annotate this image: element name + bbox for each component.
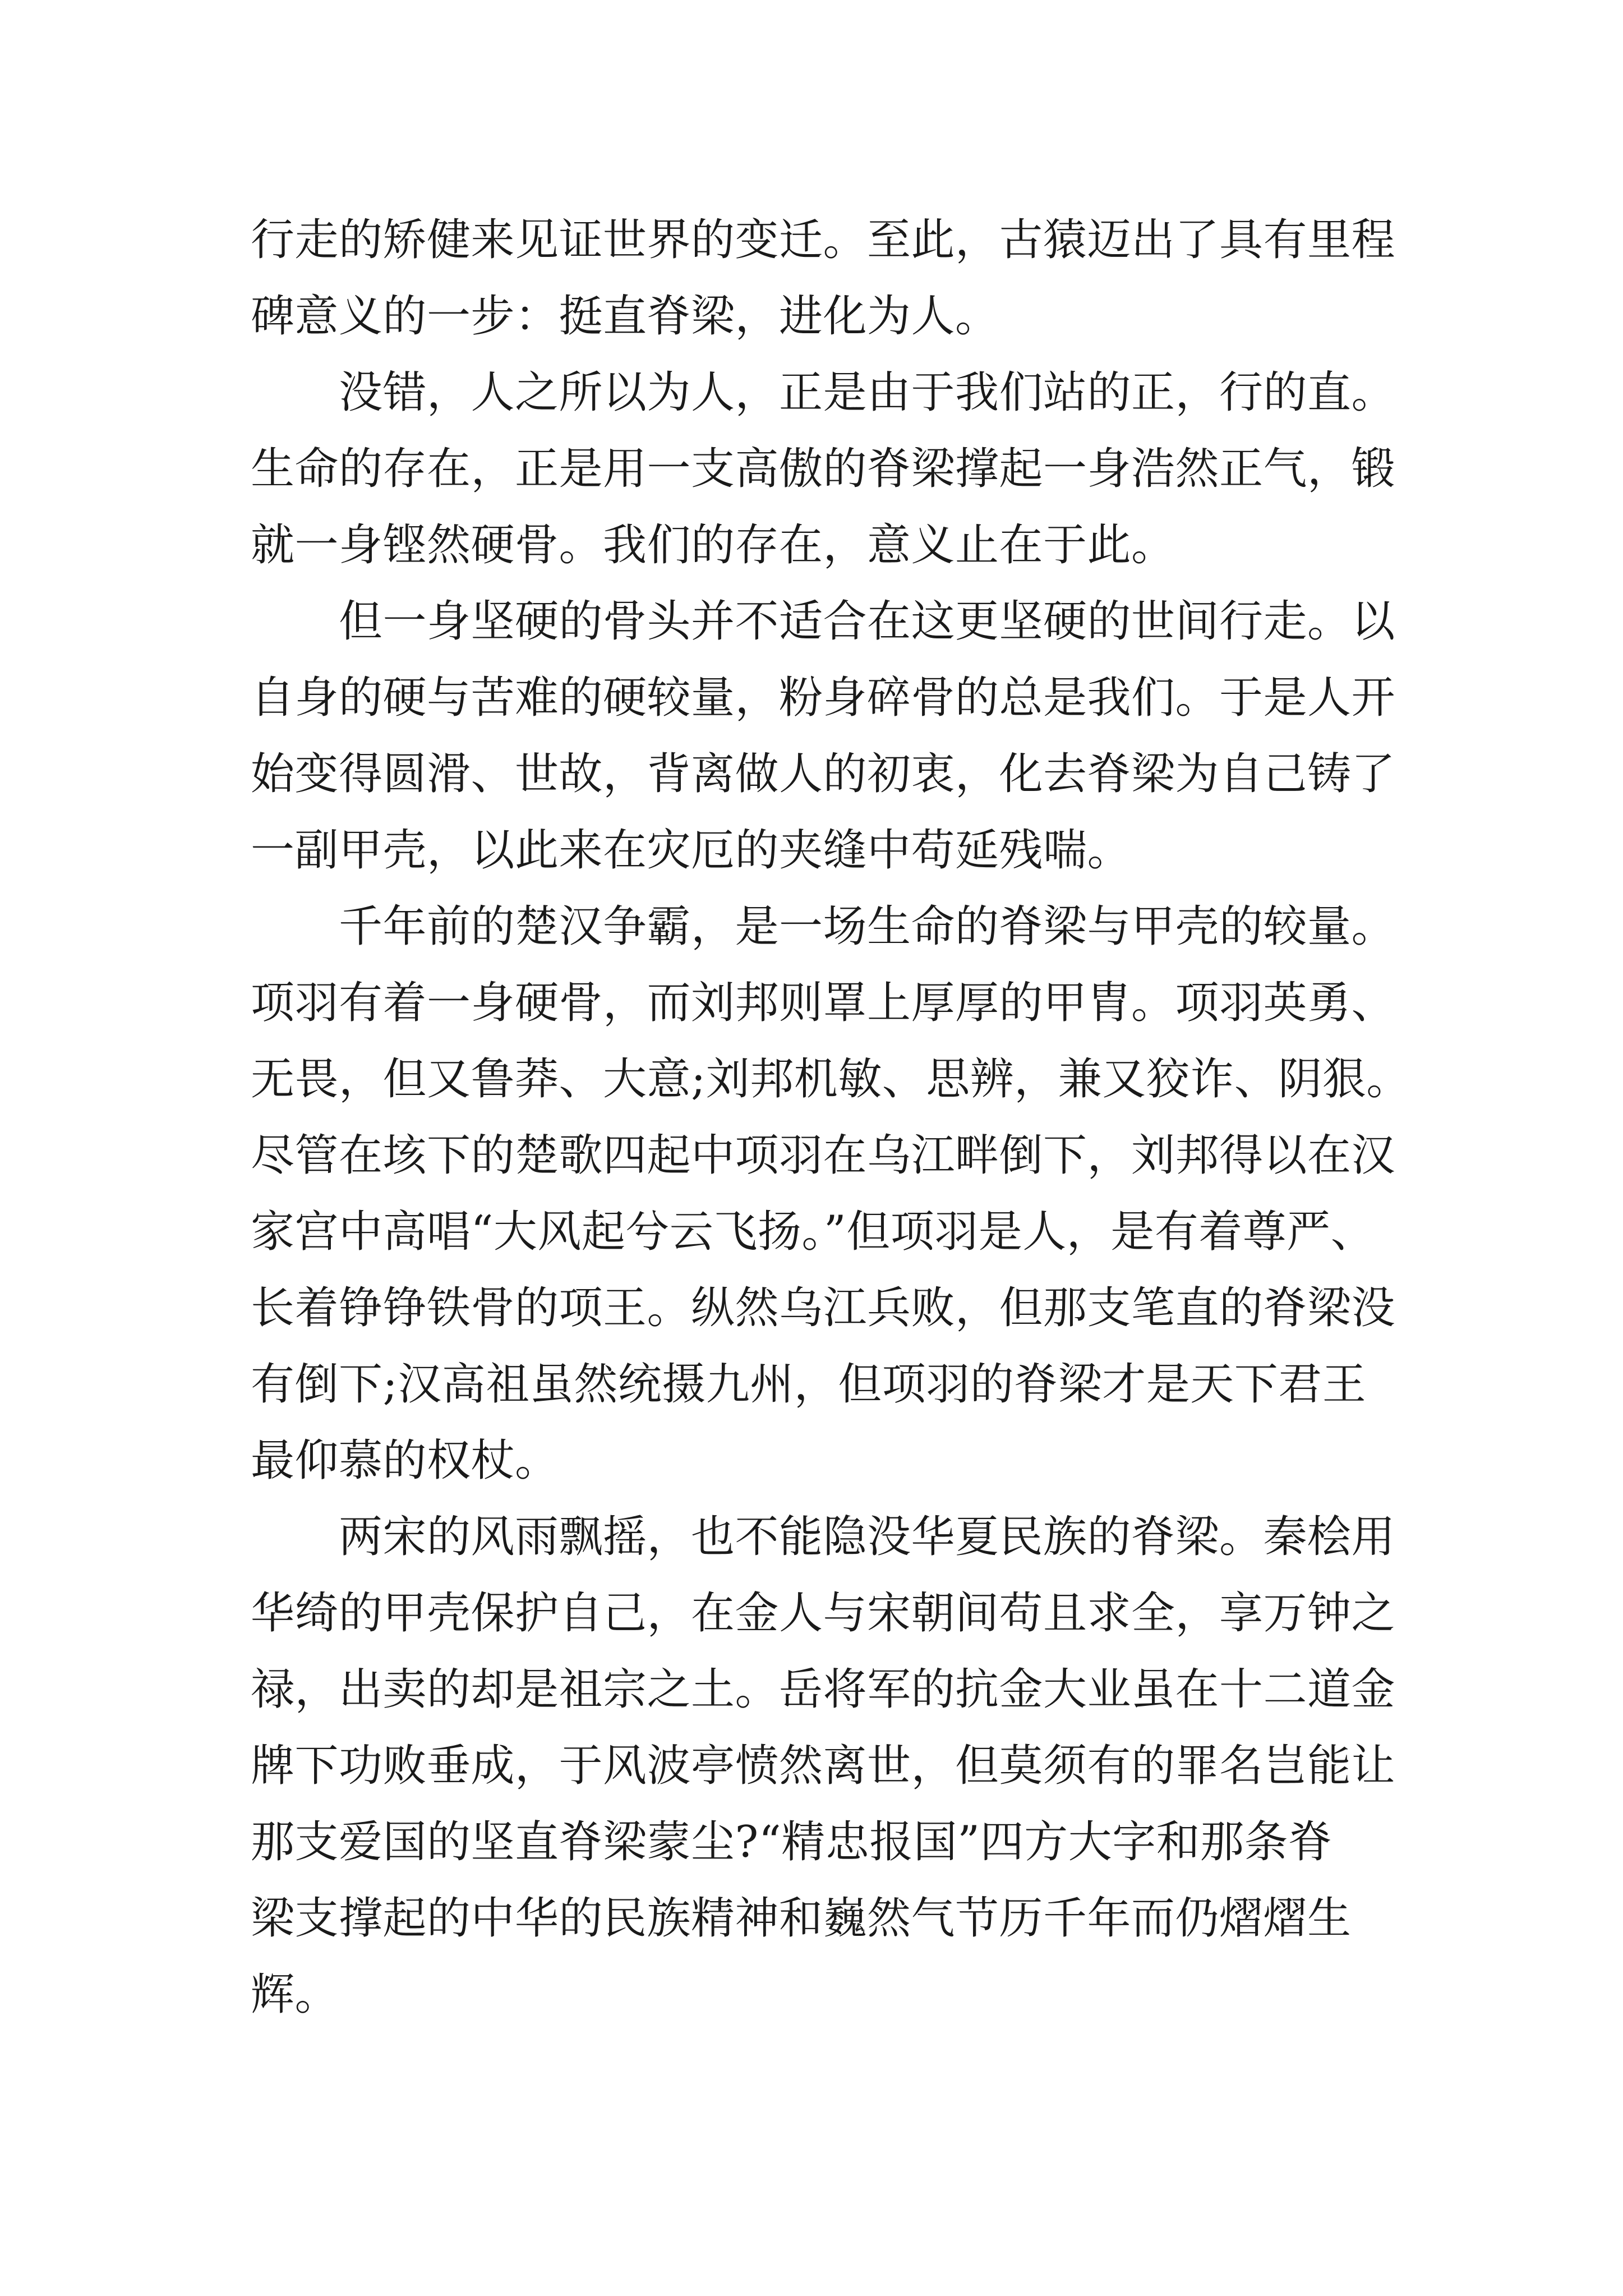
- text-line: 辉。: [251, 1970, 339, 2020]
- text-line: 一副甲壳，以此来在灾厄的夹缝中苟延残喘。: [251, 825, 1132, 876]
- text-line: 长着铮铮铁骨的项王。纵然乌江兵败，但那支笔直的脊梁没: [251, 1283, 1396, 1333]
- text-line: 行走的矫健来见证世界的变迁。至此，古猿迈出了具有里程: [251, 215, 1396, 265]
- text-line: 就一身铿然硬骨。我们的存在，意义止在于此。: [251, 520, 1175, 570]
- text-line: 禄，出卖的却是祖宗之土。岳将军的抗金大业虽在十二道金: [251, 1664, 1396, 1715]
- text-line: 没错，人之所以为人，正是由于我们站的正，行的直。: [251, 367, 1396, 418]
- text-line: 两宋的风雨飘摇，也不能隐没华夏民族的脊梁。秦桧用: [251, 1512, 1396, 1562]
- text-line: 梁支撑起的中华的民族精神和巍然气节历千年而仍熠熠生: [251, 1893, 1352, 1944]
- text-line: 项羽有着一身硬骨，而刘邦则罩上厚厚的甲胄。项羽英勇、: [251, 978, 1396, 1028]
- text-line: 尽管在垓下的楚歌四起中项羽在乌江畔倒下，刘邦得以在汉: [251, 1130, 1396, 1181]
- text-line: 最仰慕的权杖。: [251, 1435, 559, 1486]
- text-line: 家宫中高唱“大风起兮云飞扬。”但项羽是人，是有着尊严、: [251, 1207, 1375, 1257]
- text-line: 始变得圆滑、世故，背离做人的初衷，化去脊梁为自己铸了: [251, 749, 1396, 799]
- text-line: 华绮的甲壳保护自己，在金人与宋朝间苟且求全，享万钟之: [251, 1588, 1396, 1639]
- text-line: 那支爱国的坚直脊梁蒙尘?“精忠报国”四方大字和那条脊: [251, 1817, 1332, 1867]
- text-line: 无畏，但又鲁莽、大意;刘邦机敏、思辨，兼又狡诈、阴狠。: [251, 1054, 1410, 1105]
- text-line: 有倒下;汉高祖虽然统摄九州，但项羽的脊梁才是天下君王: [251, 1359, 1367, 1410]
- text-line: 生命的存在，正是用一支高傲的脊梁撑起一身浩然正气，锻: [251, 444, 1396, 494]
- text-line: 牌下功败垂成，于风波亭愤然离世，但莫须有的罪名岂能让: [251, 1741, 1396, 1791]
- text-line: 千年前的楚汉争霸，是一场生命的脊梁与甲壳的较量。: [251, 901, 1396, 952]
- text-line: 自身的硬与苦难的硬较量，粉身碎骨的总是我们。于是人开: [251, 673, 1396, 723]
- text-line: 但一身坚硬的骨头并不适合在这更坚硬的世间行走。以: [251, 596, 1396, 647]
- text-line: 碑意义的一步：挺直脊梁，进化为人。: [251, 291, 999, 342]
- essay-body: [251, 202, 1410, 2033]
